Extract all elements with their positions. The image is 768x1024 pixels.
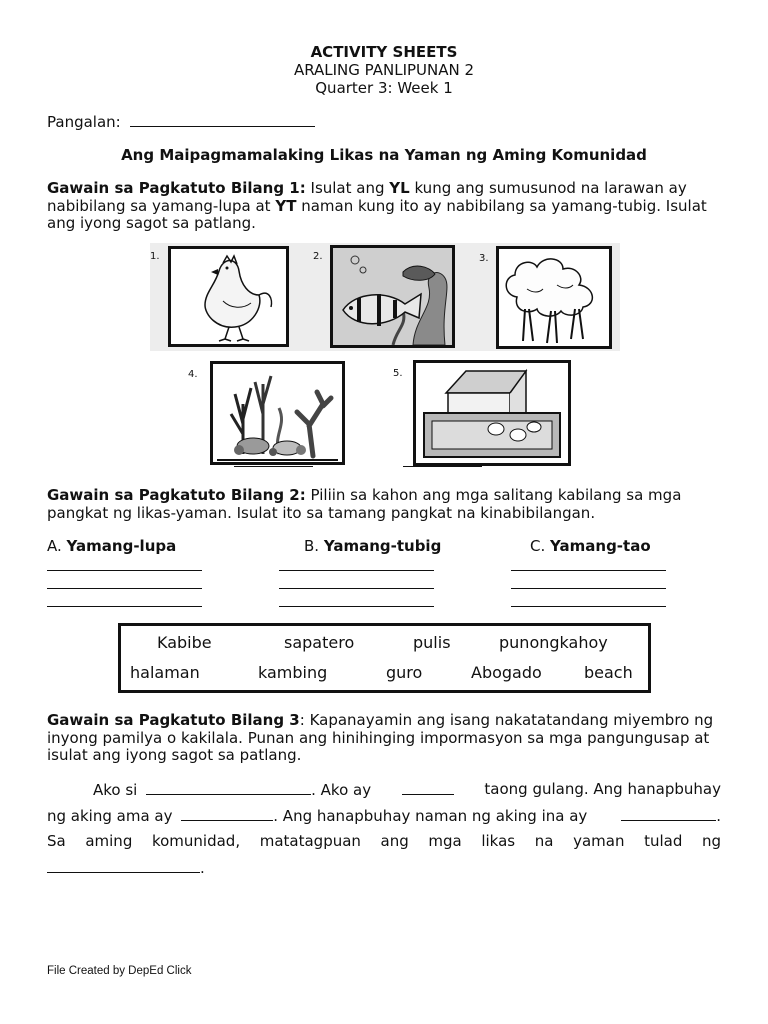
- category-c-letter: C.: [530, 537, 546, 555]
- answer-line-c-1[interactable]: [511, 570, 666, 571]
- word-kambing: kambing: [258, 663, 328, 682]
- activity2-text: Piliin sa kahon ang mga salitang kabilang sa mga pangkat ng likas-yaman. Isulat ito sa tamang pangkat na kinabibilangan.: [47, 486, 682, 522]
- coral-reef-icon: [213, 364, 342, 462]
- name-label: Pangalan:: [47, 113, 121, 131]
- clownfish-icon: [333, 248, 452, 345]
- picture-4-number: 4.: [188, 369, 198, 380]
- fill-text-1c: taong gulang. Ang hanapbuhay: [484, 780, 721, 798]
- activity3-heading: Gawain sa Pagkatuto Bilang 3: [47, 711, 300, 729]
- fill-sentence-4: [47, 858, 721, 877]
- picture-3-number: 3.: [479, 253, 489, 264]
- category-b-label: Yamang-tubig: [323, 537, 442, 555]
- picture-2-number: 2.: [313, 251, 323, 262]
- answer-line-a-2[interactable]: [47, 588, 202, 589]
- fill-sentence-1: [47, 780, 721, 799]
- answer-line-b-3[interactable]: [279, 606, 434, 607]
- category-a-label: Yamang-lupa: [66, 537, 177, 555]
- fill-sentence-3: Sa aming komunidad, matatagpuan ang mga likas na yaman tulad ng: [47, 832, 721, 850]
- chicken-icon: [171, 249, 286, 344]
- answer-line-b-2[interactable]: [279, 588, 434, 589]
- subject-title: ARALING PANLIPUNAN 2: [293, 61, 475, 79]
- word-pulis: pulis: [413, 633, 451, 652]
- activity3-instructions: [47, 712, 719, 765]
- yt-code: YT: [275, 196, 297, 215]
- word-kabibe: Kabibe: [157, 633, 212, 652]
- activity2-heading: Gawain sa Pagkatuto Bilang 2:: [47, 486, 306, 504]
- word-box: [118, 623, 651, 693]
- lesson-title: Ang Maipagmamalaking Likas na Yaman ng Aming Komunidad: [121, 146, 647, 164]
- fill-blank-mother-job[interactable]: [621, 806, 716, 821]
- fill-text-1a: Ako si: [93, 781, 138, 799]
- activity1-text-2: kung ang sumusunod na larawan ay nabibilang sa yamang-lupa at: [47, 179, 687, 215]
- goat-pen-picture: [413, 360, 571, 466]
- answer-blank-4[interactable]: [234, 466, 313, 467]
- answer-line-b-1[interactable]: [279, 570, 434, 571]
- activity1-instructions: [47, 180, 719, 233]
- category-c-label: Yamang-tao: [550, 537, 651, 555]
- fill-text-1b: . Ako ay: [311, 781, 372, 799]
- fill-text-4: .: [200, 859, 205, 877]
- activity2-instructions: [47, 487, 719, 522]
- activity1-text-1: Isulat ang: [305, 179, 390, 197]
- answer-line-c-3[interactable]: [511, 606, 666, 607]
- trees-picture: [496, 246, 612, 349]
- activity3-text: : Kapanayamin ang isang nakatatandang miyembro ng inyong pamilya o kakilala. Punan ang hinihinging impormasyon sa mga pangungusap at isulat ang iyong sagot sa patlang.: [47, 711, 714, 764]
- activity1-heading: Gawain sa Pagkatuto Bilang 1:: [47, 179, 306, 197]
- word-halaman: halaman: [130, 663, 200, 682]
- picture-5-number: 5.: [393, 368, 403, 379]
- fill-blank-age[interactable]: [402, 780, 454, 795]
- fill-sentence-2: [47, 806, 721, 825]
- answer-line-a-1[interactable]: [47, 570, 202, 571]
- fill-text-2a: ng aking ama ay: [47, 807, 173, 825]
- fill-text-2b: . Ang hanapbuhay naman ng aking ina ay: [273, 807, 588, 825]
- word-beach: beach: [584, 663, 633, 682]
- goat-pen-icon: [416, 363, 568, 463]
- category-a: [47, 537, 176, 555]
- answer-blank-5[interactable]: [403, 466, 482, 467]
- word-punongkahoy: punongkahoy: [499, 633, 608, 652]
- picture-1-number: 1.: [150, 251, 160, 262]
- word-sapatero: sapatero: [284, 633, 355, 652]
- category-c: [530, 537, 651, 555]
- answer-line-a-3[interactable]: [47, 606, 202, 607]
- category-b: [304, 537, 441, 555]
- clownfish-picture: [330, 245, 455, 348]
- answer-line-c-2[interactable]: [511, 588, 666, 589]
- name-blank[interactable]: [130, 112, 315, 127]
- name-row: [47, 112, 315, 131]
- word-guro: guro: [386, 663, 423, 682]
- coral-reef-picture: [210, 361, 345, 465]
- trees-icon: [499, 249, 609, 346]
- activity1-text-3: naman kung ito ay nabibilang sa yamang-tubig. Isulat ang iyong sagot sa patlang.: [47, 196, 707, 232]
- fill-blank-resources[interactable]: [47, 858, 200, 873]
- chicken-picture: [168, 246, 289, 347]
- category-b-letter: B.: [304, 537, 320, 555]
- quarter-label: Quarter 3: Week 1: [315, 79, 453, 97]
- yl-code: YL: [389, 179, 410, 197]
- word-abogado: Abogado: [471, 663, 542, 682]
- sheet-title: ACTIVITY SHEETS: [310, 43, 458, 61]
- fill-blank-father-job[interactable]: [181, 806, 273, 821]
- footer-credit: File Created by DepEd Click: [47, 965, 192, 977]
- fill-text-2c: .: [716, 807, 721, 825]
- fill-blank-name[interactable]: [146, 780, 311, 795]
- category-a-letter: A.: [47, 537, 62, 555]
